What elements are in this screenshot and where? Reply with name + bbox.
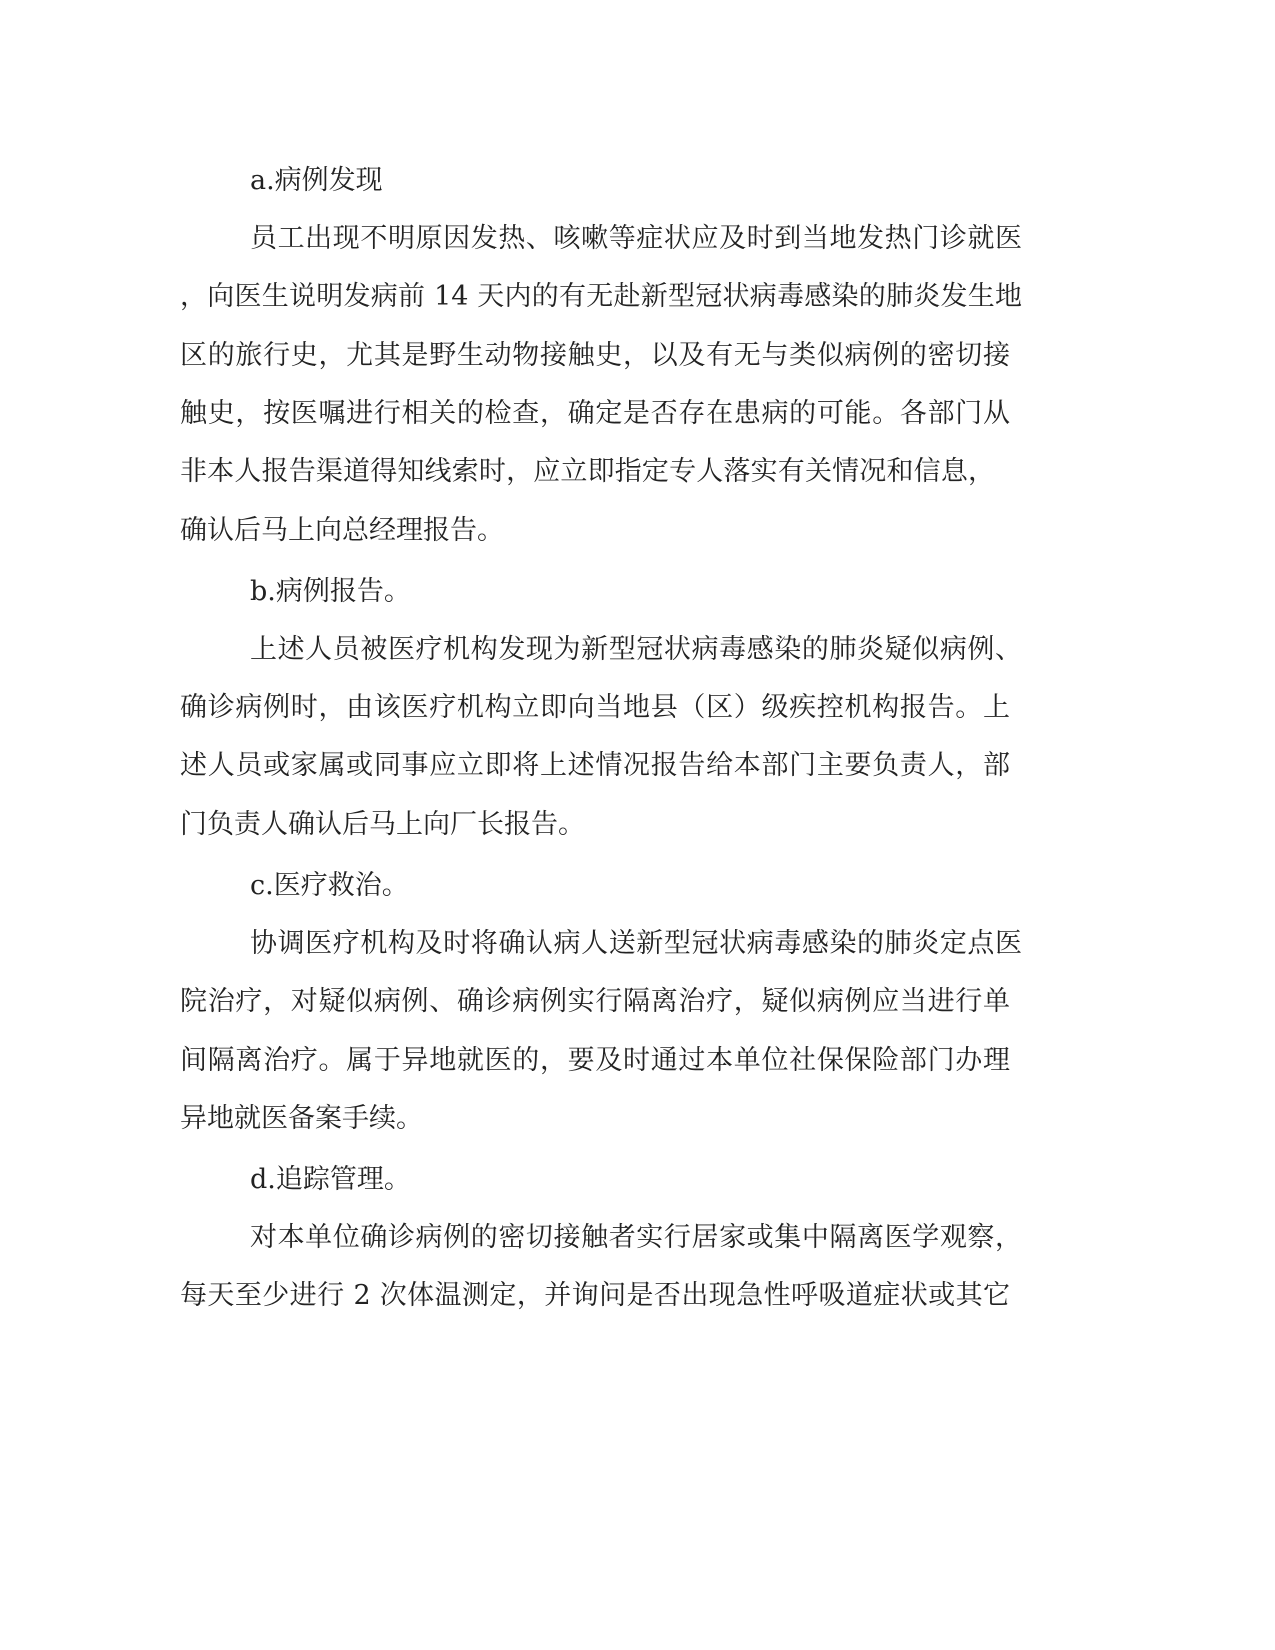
paragraph-b-line-1: 上述人员被医疗机构发现为新型冠状病毒感染的肺炎疑似病例、: [250, 634, 1022, 665]
section-heading-b: b.病例报告。: [250, 576, 411, 607]
paragraph-c-line-3: 间隔离治疗。属于异地就医的，要及时通过本单位社保保险部门办理: [180, 1045, 1010, 1076]
paragraph-a-line-4: 触史，按医嘱进行相关的检查，确定是否存在患病的可能。各部门从: [180, 398, 1010, 429]
paragraph-d-line-1: 对本单位确诊病例的密切接触者实行居家或集中隔离医学观察，: [250, 1222, 1022, 1253]
section-heading-a: a.病例发现: [250, 165, 383, 196]
paragraph-a-line-2: ，向医生说明发病前 14 天内的有无赴新型冠状病毒感染的肺炎发生地: [180, 281, 1022, 312]
paragraph-d-line-2: 每天至少进行 2 次体温测定，并询问是否出现急性呼吸道症状或其它: [180, 1280, 1010, 1311]
paragraph-a-line-5: 非本人报告渠道得知线索时，应立即指定专人落实有关情况和信息，: [180, 456, 995, 487]
paragraph-a-line-3: 区的旅行史，尤其是野生动物接触史，以及有无与类似病例的密切接: [180, 340, 1010, 371]
paragraph-c-line-2: 院治疗，对疑似病例、确诊病例实行隔离治疗，疑似病例应当进行单: [180, 986, 1010, 1017]
paragraph-b-line-2: 确诊病例时，由该医疗机构立即向当地县（区）级疾控机构报告。上: [180, 692, 1010, 723]
section-heading-d: d.追踪管理。: [250, 1164, 411, 1195]
paragraph-b-line-3: 述人员或家属或同事应立即将上述情况报告给本部门主要负责人，部: [180, 750, 1010, 781]
paragraph-b-line-4: 门负责人确认后马上向厂长报告。: [180, 809, 585, 840]
paragraph-c-line-1: 协调医疗机构及时将确认病人送新型冠状病毒感染的肺炎定点医: [250, 928, 1022, 959]
section-heading-c: c.医疗救治。: [250, 870, 409, 901]
paragraph-a-line-1: 员工出现不明原因发热、咳嗽等症状应及时到当地发热门诊就医: [250, 223, 1022, 254]
paragraph-a-line-6: 确认后马上向总经理报告。: [180, 515, 504, 546]
paragraph-c-line-4: 异地就医备案手续。: [180, 1103, 423, 1134]
